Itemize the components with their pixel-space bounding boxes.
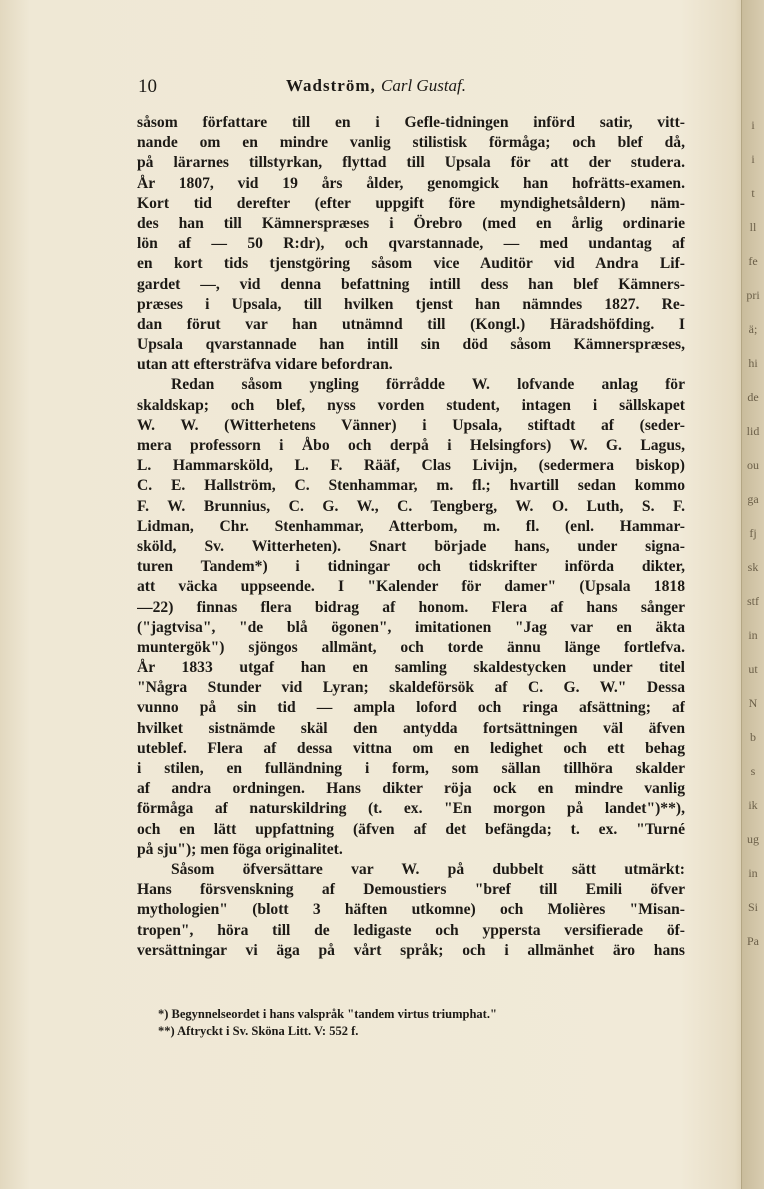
adjacent-page-fragment: fe [748,254,758,268]
adjacent-page-fragment: hi [748,356,758,370]
adjacent-page-fragment: ug [747,832,759,846]
adjacent-page-fragment: fj [749,526,757,540]
adjacent-page-fragment: Si [747,900,758,914]
adjacent-page-fragment: s [750,764,756,778]
adjacent-page-fragment: in [748,628,758,642]
adjacent-page-fragment: de [747,390,759,404]
text-line: hvilket sistnämde skäl den antydda fortsättningen väl äfven [137,719,685,737]
adjacent-page-fragment: ga [747,492,759,506]
text-line: Såsom öfversättare var W. på dubbelt sätt utmärkt: [171,860,685,878]
text-line: Upsala qvarstannade han intill sin död såsom Kämnerspræses, [137,336,685,354]
footnotes [158,1006,678,1040]
text-line: skaldskap; och blef, nyss vorden student, intagen i sällskapet [137,396,685,414]
text-line: sköld, Sv. Witterheten). Snart började hans, under signa- [137,537,685,555]
adjacent-page-fragment: Pa [747,934,759,948]
text-line: Kort tid derefter (efter uppgift före myndighetsåldern) näm- [137,194,685,212]
text-line: att väcka uppseende. I "Kalender för damer" (Upsala 1818 [137,578,685,596]
text-line: en kort tids tjenstgöring såsom vice Auditör vid Andra Lif- [137,255,685,273]
text-line: turen Tandem*) i tidningar och tidskrifter införda dikter, [137,558,685,576]
text-line: W. W. (Witterhetens Vänner) i Upsala, stiftadt af (seder- [137,416,685,434]
body-text [137,113,685,961]
running-head [286,76,466,96]
text-line: præses i Upsala, till hvilken tjenst han nämndes 1827. Re- [137,295,685,313]
text-line: dan förut var han utnämnd till (Kongl.) Häradshöfding. I [137,315,685,333]
text-line: F. W. Brunnius, C. G. W., C. Tengberg, W. O. Luth, S. F. [137,497,685,515]
adjacent-page-fragment: i [751,118,755,132]
page-number: 10 [138,76,157,97]
adjacent-page-fragment: ik [748,798,758,812]
adjacent-page-fragment: stf [747,594,759,608]
text-line: på sju"); men föga originalitet. [137,840,343,858]
text-line: År 1833 utgaf han en samling skaldestycken under titel [137,659,685,677]
text-line: nande om en mindre vanlig stilistisk förmåga; och blef då, [137,134,685,152]
text-line: såsom författare till en i Gefle-tidningen införd satir, vitt- [137,114,685,131]
text-line: ("jagtvisa", "de blå ögonen", imitationen "Jag var en äkta [137,618,685,636]
adjacent-page-fragment: sk [747,560,759,574]
text-line: Redan såsom yngling förrådde W. lofvande anlag för [171,376,685,394]
text-line: tropen", höra till de ledigaste och yppersta versifierade öf- [137,921,685,939]
adjacent-page-fragment: t [751,186,755,200]
text-line: af andra ordningen. Hans dikter röja ock en mindre vanlig [137,780,685,798]
text-line: lön af — 50 R:dr), och qvarstannade, — med undantag af [137,235,685,253]
text-line: L. Hammarsköld, L. F. Rääf, Clas Livijn, (sedermera biskop) [137,457,685,475]
adjacent-page-fragment: pri [746,288,760,302]
adjacent-page-fragment: lid [746,424,760,438]
text-line: Hans försvenskning af Demoustiers "bref till Emili öfver [137,881,685,899]
text-line: —22) finnas flera bidrag af honom. Flera af hans sånger [137,598,685,616]
text-line: i stilen, en fulländning i form, som sällan tillhöra skalder [137,760,685,777]
text-line: på lärarnes tillstyrkan, flyttad till Upsala för att der studera. [137,154,685,172]
footnote: *) Begynnelseordet i hans valspråk "tandem virtus triumphat." [158,1007,497,1021]
text-line: vunno på sin tid — ampla loford och ringa afsättning; af [137,699,685,717]
adjacent-page-fragment: ll [749,220,757,234]
text-line: muntergök") sjöngos allmänt, och torde ännu länge fortlefva. [137,638,685,656]
text-line: C. E. Hallström, C. Stenhammar, m. fl.; hvartill sedan kommo [137,477,685,495]
adjacent-page-fragment: ä; [748,322,758,336]
footnote: **) Aftryckt i Sv. Sköna Litt. V: 552 f. [158,1024,359,1038]
text-line: des han till Kämnerspræses i Örebro (med en årlig ordinarie [137,214,685,232]
text-line: gardet —, vid denna befattning intill dess han blef Kämners- [137,275,685,293]
page-header [138,76,688,100]
text-line: mera professorn i Åbo och derpå i Helsingfors) W. G. Lagus, [137,437,685,454]
adjacent-page-fragment: in [748,866,758,880]
adjacent-page-fragment: b [750,730,756,744]
text-line: utan att eftersträfva vidare befordran. [137,356,393,374]
text-line: och en lätt uppfattning (äfven af det befängda; t. ex. "Turné [137,820,685,838]
text-line: Lidman, Chr. Stenhammar, Atterbom, m. fl. (enl. Hammar- [137,517,685,535]
adjacent-page-fragment: ut [748,662,758,676]
text-line: "Några Stunder vid Lyran; skaldeförsök af C. G. W." Dessa [137,679,685,697]
text-line: uteblef. Flera af dessa vittna om en ledighet och ett behag [137,739,685,757]
adjacent-page-fragment: ou [747,458,759,472]
text-line: mythologien" (blott 3 häften utkomne) och Molières "Misan- [137,901,685,919]
text-line: förmåga af naturskildring (t. ex. "En morgon på landet")**), [137,800,685,818]
running-head-author: Wadström, [286,76,376,95]
adjacent-page-fragment: i [751,152,755,166]
adjacent-page-edge [741,0,764,1189]
text-line: År 1807, vid 19 års ålder, genomgick han hofrätts-examen. [137,174,685,192]
text-line: versättningar vi äga på vårt språk; och i allmänhet äro hans [137,941,685,959]
running-head-given-name: Carl Gustaf. [381,76,467,95]
adjacent-page-fragment: N [748,696,758,710]
